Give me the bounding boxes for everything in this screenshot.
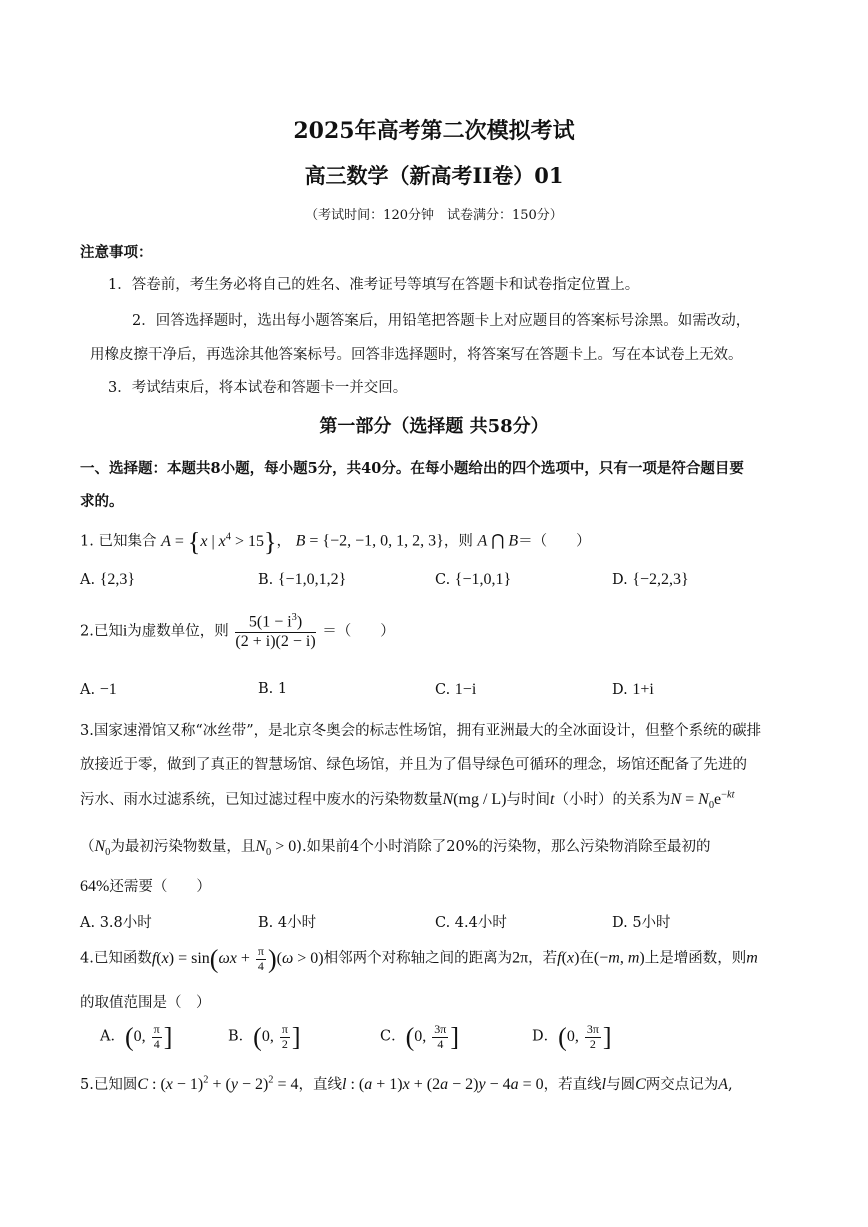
q5-mid2: ，若直线 — [543, 1077, 602, 1093]
q5-prefix: 5.已知圆 — [80, 1077, 138, 1093]
q3-line-3c: （小时）的关系为 — [554, 792, 671, 808]
q3-t-symbol: t — [550, 791, 555, 808]
q3-option-b: B. 4小时 — [258, 915, 317, 931]
q5-mid4: 两交点记为 — [645, 1077, 719, 1093]
q3-option-c: C. 4.4小时 — [435, 915, 507, 931]
q5-a-symbol: A — [718, 1076, 729, 1093]
q5-mid1: ，直线 — [298, 1077, 343, 1093]
q3-line-4a: （ — [80, 839, 95, 855]
q4-mid2: ，若 — [528, 950, 558, 967]
q2-option-c-value: 1−i — [454, 681, 477, 698]
question-1 — [80, 527, 591, 557]
q4-m-symbol: m — [746, 949, 758, 967]
q4-line-2: 的取值范围是（ ） — [80, 995, 211, 1011]
q3-n0: $N_0$ — [94, 838, 111, 859]
q1-suffix: ，则 — [443, 533, 473, 550]
q2-option-d — [612, 681, 654, 699]
q3-line-5b: 还需要（ ） — [109, 879, 211, 895]
q3-n0-positive: $N_0 > 0$ — [255, 838, 297, 859]
q5-line-1: 5.已知圆C : $(x - 1)^2 + (y - 2)^2 = 4$，直线l : (a + 1)x + (2a − 2)y − 4a = 0，若直线l与圆C两交点记为A, — [80, 1074, 733, 1093]
q5-l-symbol: l — [601, 1076, 607, 1093]
q1-option-c-value: {−1,0,1} — [454, 571, 512, 588]
q1-option-b-value: {−1,0,1,2} — [277, 571, 347, 588]
q2-option-d-label: D. — [612, 682, 628, 698]
q4-option-c — [380, 1022, 459, 1052]
q2-option-a-label: A. — [80, 682, 96, 698]
q5-mid3: 与圆 — [606, 1077, 636, 1093]
q1-option-d — [612, 571, 689, 589]
q1-option-c — [435, 571, 511, 589]
q2-paren: ＝（ ） — [322, 623, 395, 640]
note-item-2: 2．回答选择题时，选出每小题答案后，用铅笔把答题卡上对应题目的答案标号涂黑。如需改动， — [132, 313, 751, 329]
q1-option-a-label: A. — [80, 572, 96, 588]
q2-option-c — [435, 681, 476, 699]
q4-option-a — [100, 1022, 172, 1052]
q4-fx: f(x) — [557, 949, 580, 967]
q1-prefix: 1. 已知集合 — [80, 533, 157, 550]
q2-option-c-label: C. — [435, 682, 451, 698]
q1-option-d-label: D. — [612, 572, 628, 588]
q4-mid3: 在 — [579, 950, 594, 967]
q3-line-3 — [80, 788, 735, 811]
q4-option-b — [228, 1022, 301, 1052]
q1-mid: ， — [276, 533, 291, 550]
note-item-1: 1．答卷前，考生务必将自己的姓名、准考证号等填写在答题卡和试卷指定位置上。 — [108, 277, 640, 293]
section-title: 第一部分（选择题 共58分） — [319, 416, 549, 437]
q4-option-c-value: (0, $\frac{3\pi}{4}$ ] — [405, 1021, 460, 1051]
q1-set-b: B = {−2, −1, 0, 1, 2, 3} — [295, 532, 444, 550]
q2-option-a-value: −1 — [99, 681, 117, 698]
q2-i-symbol: i — [122, 622, 128, 640]
q4-option-a-value: (0, $\frac{\pi}{4}$ ] — [124, 1021, 173, 1051]
exam-title: 2025年高考第二次模拟考试 — [293, 118, 575, 144]
q1-paren: ＝（ ） — [518, 533, 591, 550]
q5-circle: C : $(x - 1)^2 + (y - 2)^2 = 4$ — [137, 1074, 299, 1093]
q4-function: f(x) = sin(ωx + $\frac{\pi}{4}$ )(ω > 0) — [151, 943, 324, 973]
note-item-2-cont: 用橡皮擦干净后，再选涂其他答案标号。回答非选择题时，将答案写在答题卡上。写在本试卷上无效。 — [90, 347, 743, 363]
section-instruction-2: 求的。 — [80, 493, 124, 510]
q3-line-3a: 污水、雨水过滤系统，已知过滤过程中废水的污染物数量 — [80, 792, 443, 808]
q1-option-b — [258, 571, 346, 589]
exam-subtitle: 高三数学（新高考II卷）01 — [304, 163, 564, 188]
q4-prefix: 4.已知函数 — [80, 950, 152, 967]
q3-option-a: A. 3.8小时 — [80, 915, 152, 931]
q4-mid4: 上是增函数，则 — [644, 950, 747, 967]
q4-option-d-value: (0, $\frac{3\pi}{2}$ ] — [558, 1021, 612, 1051]
q4-option-c-label: C． — [380, 1028, 406, 1045]
q4-mid1: 相邻两个对称轴之间的距离为 — [323, 950, 513, 967]
q1-option-a-value: {2,3} — [99, 571, 136, 588]
q2-prefix: 2.已知 — [80, 623, 123, 640]
notes-heading: 注意事项： — [80, 244, 153, 261]
q5-line-eq: l : (a + 1)x + (2a − 2)y − 4a = 0 — [342, 1076, 544, 1093]
question-2 — [80, 612, 395, 651]
q3-formula: $N = N_0e^{-kt}$ — [670, 789, 735, 812]
q4-option-b-value: (0, $\frac{\pi}{2}$ ] — [253, 1021, 301, 1051]
q4-option-d — [532, 1022, 612, 1052]
q4-option-b-label: B． — [228, 1028, 254, 1045]
q1-option-d-value: {−2,2,3} — [632, 571, 689, 588]
q3-n-unit: N(mg / L) — [442, 791, 507, 808]
q2-option-d-value: 1+i — [632, 681, 654, 698]
q4-option-a-label: A． — [100, 1028, 125, 1045]
q3-percentage: 64% — [80, 878, 110, 895]
q3-line-4 — [80, 835, 711, 858]
q3-line-2: 放接近于零，做到了真正的智慧场馆、绿色场馆，并且为了倡导绿色可循环的理念，场馆还配备了先进的 — [80, 757, 747, 773]
q3-line-5 — [80, 875, 211, 896]
q4-line-1 — [80, 944, 758, 974]
q1-option-a — [80, 571, 135, 589]
q4-interval: (−m, m) — [593, 949, 645, 967]
q1-intersection: A ⋂ B — [477, 532, 519, 550]
q2-option-b: B. 1 — [258, 681, 288, 697]
q2-option-a — [80, 681, 117, 699]
q2-mid: 为虚数单位，则 — [127, 623, 229, 640]
q1-set-a: A = {x | $x^4 > 15$} — [161, 527, 277, 556]
q1-option-b-label: B. — [258, 572, 274, 588]
q5-c-symbol: C — [635, 1076, 646, 1093]
q4-option-d-label: D． — [532, 1028, 559, 1045]
q3-line-1: 3.国家速滑馆又称“冰丝带”，是北京冬奥会的标志性场馆，拥有亚洲最大的全冰面设计，但整个系统的碳排 — [80, 723, 762, 739]
q3-line-4c: ).如果前4个小时消除了20%的污染物，那么污染物消除至最初的 — [296, 839, 711, 855]
note-item-3: 3．考试结束后，将本试卷和答题卡一并交回。 — [108, 380, 408, 396]
q1-option-c-label: C. — [435, 572, 451, 588]
q3-line-3b: 与时间 — [506, 792, 550, 808]
q4-distance: 2π — [512, 949, 529, 967]
q3-option-d: D. 5小时 — [612, 915, 671, 931]
section-instruction-1: 一、选择题：本题共8小题，每小题5分，共40分。在每小题给出的四个选项中，只有一项是符合题目要 — [80, 460, 744, 477]
exam-info: （考试时间：120分钟 试卷满分：150分） — [305, 208, 563, 223]
q3-line-4b: 为最初污染物数量，且 — [110, 839, 256, 855]
q2-fraction: $\frac{5(1 - i^3)}{(2 + i)(2 - i)}$ — [235, 612, 316, 650]
